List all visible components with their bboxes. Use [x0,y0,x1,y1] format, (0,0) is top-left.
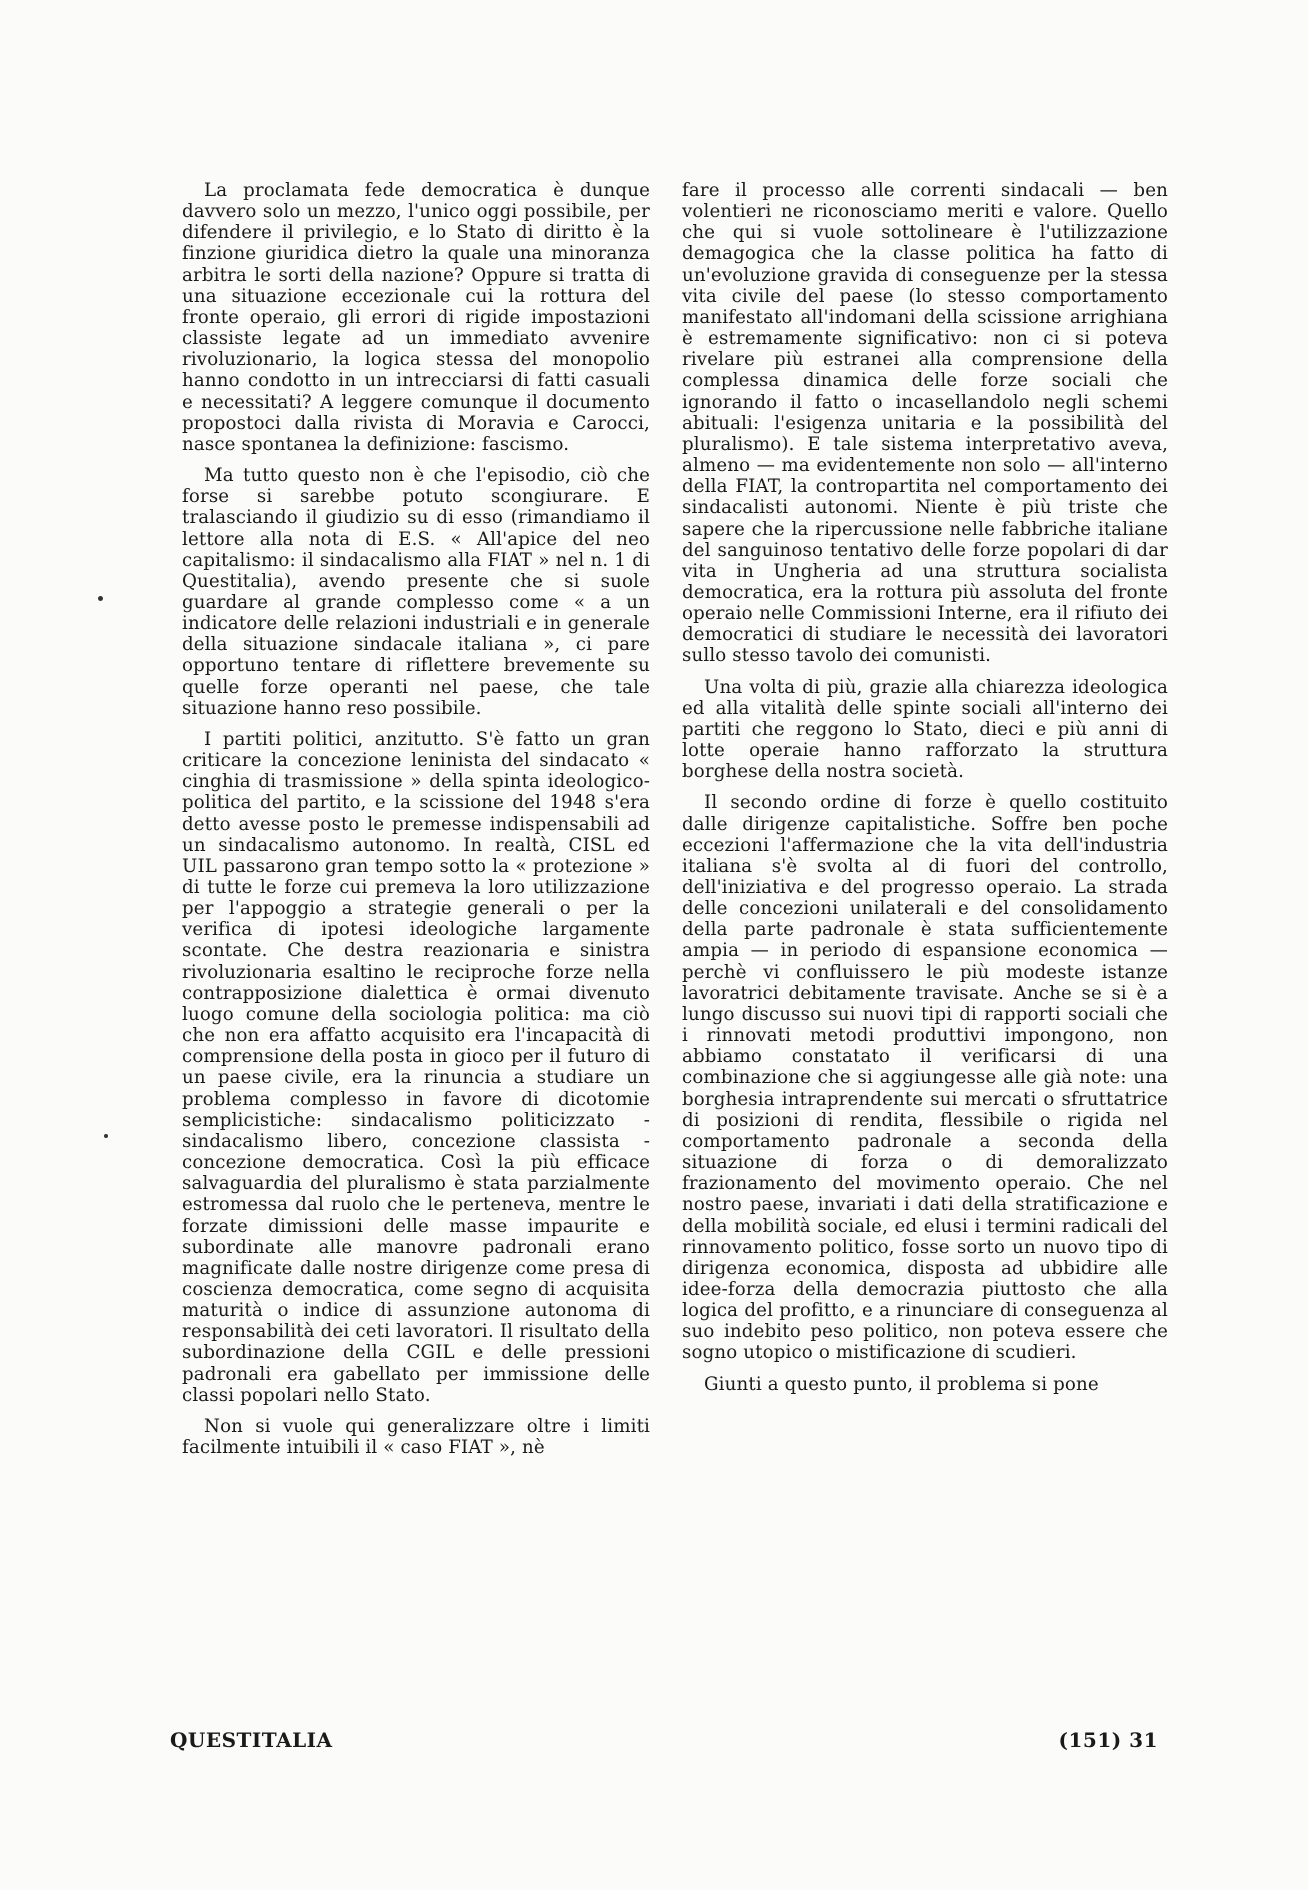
journal-title: QUESTITALIA [170,1728,333,1752]
right-text-column [682,180,1168,1405]
paragraph: I partiti politici, anzitutto. S'è fatto un gran criticare la concezione leninista del sindacato « cinghia di trasmissione » della spinta ideologico-politica del partito, e la scissione del 1948 s'era detto avesse posto le premesse indispensabili ad un sindacalismo autonomo. In realtà, CISL ed UIL passarono gran tempo sotto la « protezione » di tutte le forze cui premeva la loro utilizzazione per l'appoggio a strategie generali o per la verifica di ipotesi ideologiche largamente scontate. Che destra reazionaria e sinistra rivoluzionaria esaltino le reciproche forze nella contrapposizione dialettica è ormai divenuto luogo comune della sociologia politica: ma ciò che non era affatto acquisito era l'incapacità di comprensione della posta in gioco per il futuro di un paese civile, era la rinuncia a studiare un problema complesso in favore di dicotomie semplicistiche: sindacalismo politicizzato - sindacalismo libero, concezione classista - concezione democratica. Così la più efficace salvaguardia del pluralismo è stata parzialmente estromessa dal ruolo che le perteneva, mentre le forzate dimissioni delle masse impaurite e subordinate alle manovre padronali erano magnificate dalle nostre dirigenze come presa di coscienza democratica, come segno di acquisita maturità o indice di assunzione autonoma di responsabilità dei ceti lavoratori. Il risultato della subordinazione della CGIL e delle pressioni padronali era gabellato per immissione delle classi popolari nello Stato. [182,728,650,1406]
paragraph: fare il processo alle correnti sindacali — ben volentieri ne riconosciamo meriti e valore. Quello che qui si vuole sottolineare è l'utilizzazione demagogica che la classe politica ha fatto di un'evoluzione gravida di conseguenze per la stessa vita civile del paese (lo stesso comportamento manifestato all'indomani della scissione arrighiana è estremamente significativo: non ci si poteva rivelare più estranei alla comprensione della complessa dinamica delle forze sociali che ignorando il fatto o incasellandolo negli schemi abituali: l'esigenza unitaria e la possibilità del pluralismo). E tale sistema interpretativo aveva, almeno — ma evidentemente non solo — all'interno della FIAT, la contropartita nel comportamento dei sindacalisti autonomi. Niente è più triste che sapere che la ripercussione nelle fabbriche italiane del sanguinoso tentativo delle forze popolari di dar vita in Ungheria ad una struttura socialista democratica, era la rottura più assoluta del fronte operaio nelle Commissioni Interne, era il rifiuto dei democratici di studiare le necessità dei lavoratori sullo stesso tavolo dei comunisti. [682,180,1168,667]
paragraph: Giunti a questo punto, il problema si pone [704,1373,1099,1395]
page-number: (151) 31 [1058,1728,1158,1752]
print-speck [104,1134,108,1138]
left-text-column [182,180,650,1468]
paragraph: Ma tutto questo non è che l'episodio, ciò che forse si sarebbe potuto scongiurare. E tralasciando il giudizio su di esso (rimandiamo il lettore alla nota di E.S. « All'apice del neo capitalismo: il sindacalismo alla FIAT » nel n. 1 di Questitalia), avendo presente che si suole guardare al grande complesso come « a un indicatore delle relazioni industriali e in generale della situazione sindacale italiana », ci pare opportuno tentare di riflettere brevemente su quelle forze operanti nel paese, che tale situazione hanno reso possibile. [182,465,650,719]
paragraph: Non si vuole qui generalizzare oltre i limiti facilmente intuibili il « caso FIAT », nè [182,1415,650,1459]
paragraph: Una volta di più, grazie alla chiarezza ideologica ed alla vitalità delle spinte sociali all'interno dei partiti che reggono lo Stato, dieci e più anni di lotte operaie hanno rafforzato la struttura borghese della nostra società. [682,676,1168,783]
print-speck [98,596,103,601]
paragraph: Il secondo ordine di forze è quello costituito dalle dirigenze capitalistiche. Soffre ben poche eccezioni l'affermazione che la vita dell'industria italiana s'è svolta al di fuori del controllo, dell'iniziativa e del progresso operaio. La strada delle concezioni unilaterali e del consolidamento della parte padronale è stata sufficientemente ampia — in periodo di espansione economica — perchè vi confluissero le più modeste istanze lavoratrici debitamente travisate. Anche se si è a lungo discusso sui nuovi tipi di rapporti sociali che i rinnovati metodi produttivi impongono, non abbiamo constatato il verificarsi di una combinazione che si aggiungesse alle già note: una borghesia intraprendente sui mercati o sfruttatrice di posizioni di rendita, flessibile o rigida nel comportamento padronale a seconda della situazione di forza o di demoralizzato frazionamento del movimento operaio. Che nel nostro paese, invariati i dati della stratificazione e della mobilità sociale, ed elusi i termini radicali del rinnovamento politico, fosse sorto un nuovo tipo di dirigenza economica, disposta ad ubbidire alle idee-forza della democrazia piuttosto che alla logica del profitto, e a rinunciare di conseguenza al suo indebito peso politico, non poteva essere che sogno utopico o mistificazione di scudieri. [682,792,1168,1364]
paragraph: La proclamata fede democratica è dunque davvero solo un mezzo, l'unico oggi possibile, per difendere il privilegio, e lo Stato di diritto è la finzione giuridica dietro la quale una minoranza arbitra le sorti della nazione? Oppure si tratta di una situazione eccezionale cui la rottura del fronte operaio, gli errori di rigide impostazioni classiste legate ad un immediato avvenire rivoluzionario, la logica stessa del monopolio hanno condotto in un intrecciarsi di fatti casuali e necessitati? A leggere comunque il documento propostoci dalla rivista di Moravia e Carocci, nasce spontanea la definizione: fascismo. [182,180,650,455]
